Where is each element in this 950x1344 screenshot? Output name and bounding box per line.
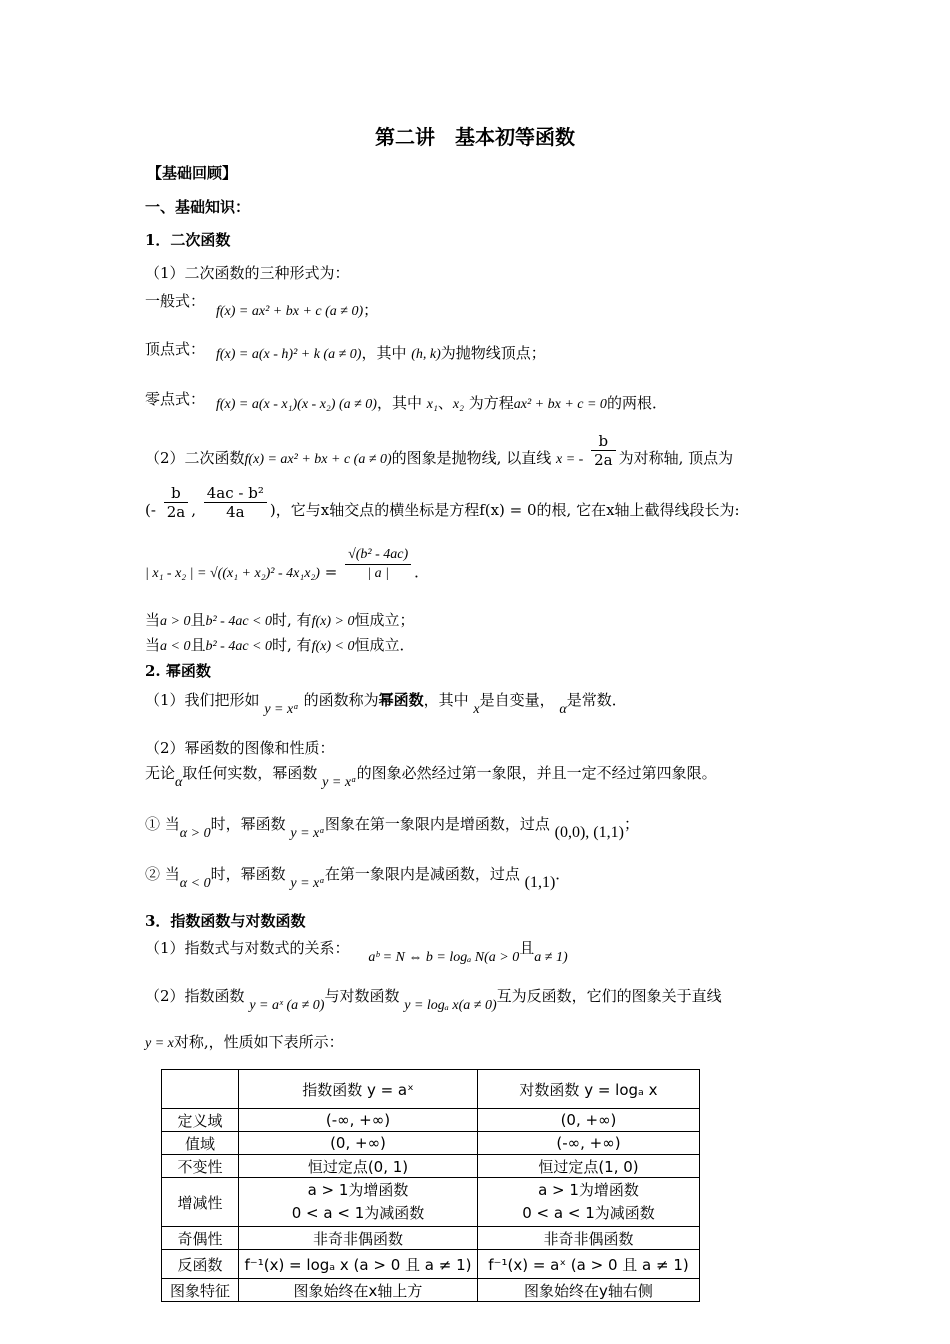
row-label-range: 值域 — [162, 1132, 239, 1155]
relation-and: 且 — [519, 939, 535, 957]
vertex-y-fraction — [204, 484, 267, 521]
power-def-d: 是自变量， — [479, 691, 555, 709]
case1-b: 时，幂函数 — [210, 815, 286, 833]
root-x1: x₁ — [426, 397, 438, 412]
relation-formula: aᵇ = N ⇔ b = logₐ N(a > 0 — [368, 950, 520, 965]
power-def-x: x — [473, 702, 480, 717]
power-prop-b: 取任何实数，幂函数 — [182, 764, 318, 782]
case1-points: (0,0), (1,1) — [554, 824, 624, 841]
zero-form-mid: ，其中 — [376, 394, 422, 412]
vertex-x-num: b — [164, 484, 189, 503]
power-case-negative — [145, 864, 571, 891]
parabola-text-d: ，它与x轴交点的横坐标是方程f(x) = 0的根, 它在x轴上截得线段长为: — [275, 501, 740, 519]
power-prop-alpha: α — [175, 775, 183, 790]
power-general-property — [145, 763, 717, 790]
row-label-graph: 图象特征 — [162, 1279, 239, 1302]
inverse-log-formula: y = logₐ x(a ≠ 0) — [404, 998, 497, 1013]
vertex-open: (- — [145, 501, 156, 519]
zero-form-end: 的两根． — [606, 394, 667, 412]
case2-formula: y = xᵅ — [290, 876, 325, 891]
row-label-parity: 奇偶性 — [162, 1227, 239, 1250]
condition-positive — [145, 610, 414, 632]
case2-c: 在第一象限内是减函数，过点 — [324, 865, 520, 883]
power-def-e: 是常数． — [566, 691, 627, 709]
power-def-bold: 幂函数 — [378, 691, 424, 709]
general-form-end: ； — [363, 301, 379, 319]
vertex-form-end: 为抛物线顶点； — [440, 344, 546, 362]
distance-line — [145, 546, 430, 584]
table-header-exp: 指数函数 y = aˣ — [239, 1070, 478, 1109]
zero-form-line — [216, 393, 667, 415]
cell-exp-domain: (-∞, +∞) — [239, 1109, 478, 1132]
exp-log-properties-table — [161, 1069, 700, 1302]
power-def-alpha: α — [559, 702, 567, 717]
vertex-comma: , — [191, 501, 196, 519]
cond2-a: a < 0 — [160, 639, 191, 654]
table-row — [162, 1178, 700, 1227]
axis-fraction — [591, 432, 616, 469]
inverse-text-c: 互为反函数，它们的图象关于直线 — [496, 987, 722, 1005]
log-increasing: a > 1为增函数 — [538, 1181, 639, 1199]
symmetry-text: 对称,，性质如下表所示： — [173, 1033, 344, 1051]
table-row — [162, 1132, 700, 1155]
vertex-x-fraction — [164, 484, 189, 521]
relation-formula-end: a ≠ 1) — [534, 950, 568, 965]
exp-log-relation — [145, 938, 568, 965]
row-label-monotonicity: 增减性 — [162, 1178, 239, 1227]
distance-num: √(b² - 4ac) — [345, 546, 411, 565]
table-header-log: 对数函数 y = logₐ x — [478, 1070, 700, 1109]
cond2-end: 恒成立． — [354, 636, 415, 654]
vertex-form-mid: ，其中 — [361, 344, 407, 362]
axis-frac-num: b — [591, 432, 616, 451]
case1-end: ； — [623, 815, 639, 833]
relation-text: （1）指数式与对数式的关系： — [145, 939, 350, 957]
cell-log-fixed-point: 恒过定点(1, 0) — [478, 1155, 700, 1178]
parabola-function: f(x) = ax² + bx + c (a ≠ 0) — [244, 452, 392, 467]
table-row — [162, 1155, 700, 1178]
case2-end: ． — [555, 865, 571, 883]
table-header-row — [162, 1070, 700, 1109]
cell-log-monotonicity — [478, 1178, 700, 1227]
power-definition — [145, 690, 627, 717]
s1-forms-intro: （1）二次函数的三种形式为： — [145, 264, 350, 282]
cell-log-parity: 非奇非偶函数 — [478, 1227, 700, 1250]
cell-exp-range: (0, +∞) — [239, 1132, 478, 1155]
cell-exp-graph: 图象始终在x轴上方 — [239, 1279, 478, 1302]
cond2-when: 当 — [145, 636, 161, 654]
axis-frac-den: 2a — [594, 450, 613, 469]
page-title: 第二讲 基本初等函数 — [375, 125, 575, 149]
cond1-a: a > 0 — [160, 614, 191, 629]
row-label-fixed-point: 不变性 — [162, 1155, 239, 1178]
zero-form-equation: ax² + bx + c = 0 — [513, 397, 607, 412]
cell-log-range: (-∞, +∞) — [478, 1132, 700, 1155]
table-row — [162, 1227, 700, 1250]
cond2-then: 时, 有 — [272, 636, 312, 654]
power-prop-c: 的图象必然经过第一象限，并且一定不经过第四象限。 — [356, 764, 717, 782]
section-2-heading: 2. 幂函数 — [145, 662, 211, 680]
cell-exp-inverse: f⁻¹(x) = logₐ x (a > 0 且 a ≠ 1) — [239, 1250, 478, 1279]
inverse-exp-formula: y = aˣ (a ≠ 0) — [249, 998, 325, 1013]
power-case-positive — [145, 814, 639, 841]
section-1-heading: 1．二次函数 — [145, 231, 231, 249]
cell-log-inverse: f⁻¹(x) = aˣ (a > 0 且 a ≠ 1) — [478, 1250, 700, 1279]
exp-decreasing: 0 < a < 1为减函数 — [291, 1204, 425, 1222]
row-label-inverse: 反函数 — [162, 1250, 239, 1279]
cell-exp-monotonicity — [239, 1178, 478, 1227]
review-heading: 【基础回顾】 — [147, 164, 238, 182]
cond1-and: 且 — [190, 611, 206, 629]
cond1-end: 恒成立； — [354, 611, 415, 629]
case1-formula: y = xᵅ — [290, 826, 325, 841]
table-row — [162, 1109, 700, 1132]
knowledge-heading: 一、基础知识： — [145, 198, 251, 216]
vertex-coords-line — [145, 483, 740, 521]
distance-end: ． — [414, 563, 430, 581]
case2-when: ② 当 — [145, 865, 180, 883]
power-def-a: （1）我们把形如 — [145, 691, 260, 709]
case1-c: 图象在第一象限内是增函数，过点 — [324, 815, 550, 833]
cond1-then: 时, 有 — [272, 611, 312, 629]
power-def-b: 的函数称为 — [303, 691, 379, 709]
parabola-text-c: 为对称轴, 顶点为 — [618, 449, 734, 467]
cond1-f: f(x) > 0 — [311, 614, 355, 629]
root-sep: 、 — [437, 394, 453, 412]
cond2-f: f(x) < 0 — [311, 639, 355, 654]
case2-b: 时，幂函数 — [210, 865, 286, 883]
vertex-form-line — [216, 343, 546, 365]
cell-log-domain: (0, +∞) — [478, 1109, 700, 1132]
symmetry-formula: y = x — [145, 1036, 174, 1051]
vertex-x-den: 2a — [166, 502, 186, 521]
distance-eq: = — [324, 563, 338, 581]
power-prop-formula: y = xᵅ — [322, 775, 357, 790]
power-prop-a: 无论 — [145, 764, 176, 782]
root-x2: x₂ — [452, 397, 464, 412]
condition-negative — [145, 635, 414, 657]
exp-increasing: a > 1为增函数 — [307, 1181, 409, 1199]
table-row — [162, 1279, 700, 1302]
symmetry-line — [145, 1032, 344, 1054]
power-def-formula: y = xᵅ — [264, 702, 299, 717]
cell-exp-fixed-point: 恒过定点(0, 1) — [239, 1155, 478, 1178]
distance-lhs: | x₁ - x₂ | = √((x₁ + x₂)² - 4x₁x₂) — [145, 566, 320, 581]
case1-when: ① 当 — [145, 815, 180, 833]
vertex-form-formula: f(x) = a(x - h)² + k (a ≠ 0) — [216, 347, 362, 362]
vertex-y-num: 4ac - b² — [204, 484, 267, 503]
distance-den: | a | — [367, 565, 389, 581]
cell-log-graph: 图象始终在y轴右侧 — [478, 1279, 700, 1302]
general-form-line — [216, 300, 378, 322]
log-decreasing: 0 < a < 1为减函数 — [522, 1204, 655, 1222]
case2-cond: α < 0 — [179, 876, 211, 891]
case1-cond: α > 0 — [179, 826, 211, 841]
vertex-y-den: 4a — [226, 502, 245, 521]
row-label-domain: 定义域 — [162, 1109, 239, 1132]
section-3-heading: 3．指数函数与对数函数 — [145, 912, 306, 930]
inverse-text-b: 与对数函数 — [324, 987, 400, 1005]
cond1-disc: b² - 4ac < 0 — [205, 614, 273, 629]
general-form-label: 一般式： — [145, 292, 206, 310]
power-graph-heading: （2）幂函数的图像和性质： — [145, 739, 335, 757]
general-form-formula: f(x) = ax² + bx + c (a ≠ 0) — [216, 304, 364, 319]
cond1-when: 当 — [145, 611, 161, 629]
inverse-functions-line — [145, 986, 722, 1013]
power-def-c: ，其中 — [423, 691, 469, 709]
zero-form-label: 零点式： — [145, 390, 206, 408]
distance-fraction — [345, 546, 411, 583]
parabola-text-b: 的图象是抛物线, 以直线 — [391, 449, 552, 467]
vertex-close: ) — [269, 501, 276, 519]
vertex-point: (h, k) — [411, 347, 441, 362]
table-header-blank — [162, 1070, 239, 1109]
zero-form-formula: f(x) = a(x - x₁)(x - x₂) (a ≠ 0) — [216, 397, 377, 412]
cond2-disc: b² - 4ac < 0 — [205, 639, 273, 654]
cell-exp-parity: 非奇非偶函数 — [239, 1227, 478, 1250]
cond2-and: 且 — [190, 636, 206, 654]
inverse-text-a: （2）指数函数 — [145, 987, 245, 1005]
parabola-line — [145, 431, 734, 470]
parabola-text-a: （2）二次函数 — [145, 449, 245, 467]
axis-lhs: x = - — [556, 452, 584, 467]
case2-points: (1,1) — [524, 874, 556, 891]
table-row — [162, 1250, 700, 1279]
vertex-form-label: 顶点式： — [145, 340, 206, 358]
zero-form-mid2: 为方程 — [468, 394, 514, 412]
